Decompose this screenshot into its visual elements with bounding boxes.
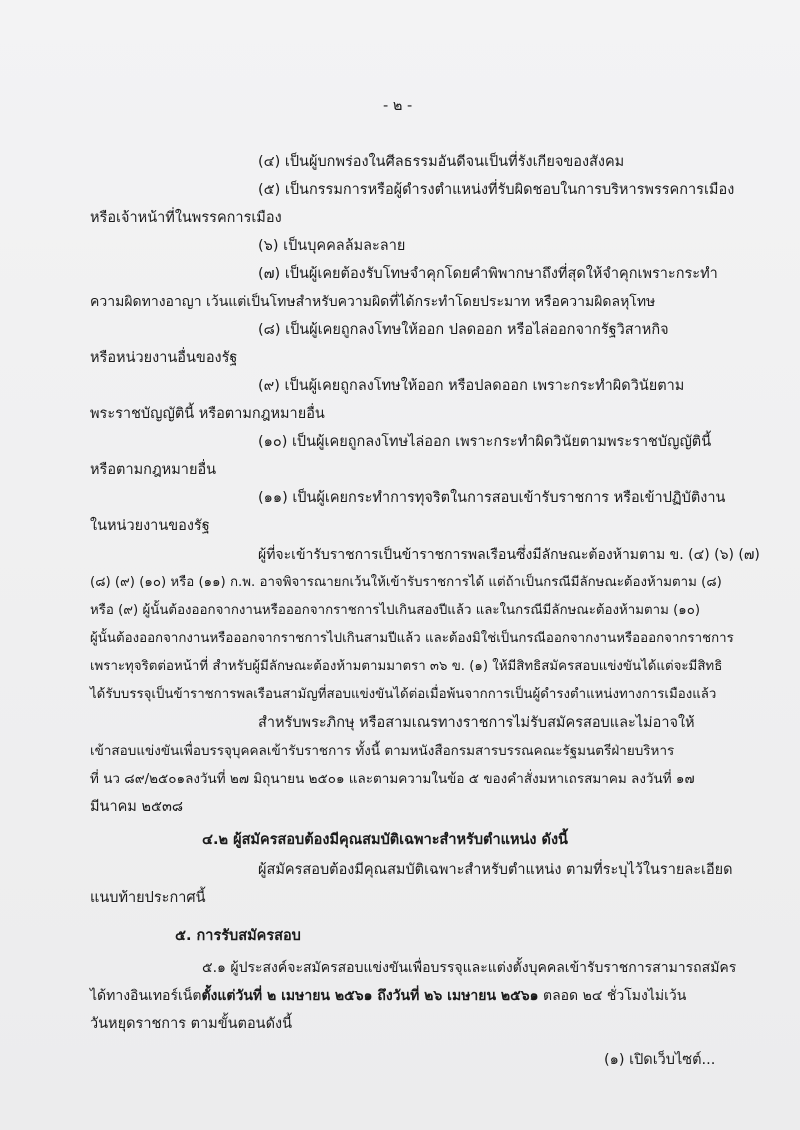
hours-text: ตลอด ๒๔ ชั่วโมงไม่เว้น bbox=[538, 988, 687, 1004]
exemption-paragraph-line-3: หรือ (๙) ผู้นั้นต้องออกจากงานหรือออกจากราชการไปเกินสองปีแล้ว และในกรณีมีลักษณะต้องห้ามตาม (๑๐) bbox=[90, 603, 701, 618]
exemption-paragraph-line-6: ได้รับบรรจุเป็นข้าราชการพลเรือนสามัญที่สอบแข่งขันได้ต่อเมื่อพ้นจากการเป็นผู้ดำรงตำแหน่งทางการเมืองแล้ว bbox=[90, 687, 717, 702]
application-period: ตั้งแต่วันที่ ๒ เมษายน ๒๕๖๑ ถึงวันที่ ๒๖ เมษายน ๒๕๖๑ bbox=[201, 988, 539, 1004]
item-11-cont: ในหน่วยงานของรัฐ bbox=[90, 518, 210, 534]
monk-paragraph-line-3: ที่ นว ๘๙/๒๕๐๑ลงวันที่ ๒๗ มิถุนายน ๒๕๐๑ และตามความในข้อ ๕ ของคำสั่งมหาเถรสมาคม ลงวันที่ ๑๗ bbox=[90, 771, 695, 787]
item-9-cont: พระราชบัญญัตินี้ หรือตามกฎหมายอื่น bbox=[90, 406, 325, 422]
item-7-cont: ความผิดทางอาญา เว้นแต่เป็นโทษสำหรับความผิดที่ได้กระทำโดยประมาท หรือความผิดลหุโทษ bbox=[90, 294, 656, 310]
item-9: (๙) เป็นผู้เคยถูกลงโทษให้ออก หรือปลดออก เพราะกระทำผิดวินัยตาม bbox=[258, 378, 685, 394]
item-6: (๖) เป็นบุคคลล้มละลาย bbox=[258, 238, 406, 254]
item-5-cont: หรือเจ้าหน้าที่ในพรรคการเมือง bbox=[90, 210, 282, 226]
section-5-1-line-3: วันหยุดราชการ ตามขั้นตอนดังนี้ bbox=[90, 1016, 293, 1032]
monk-paragraph-line-2: เข้าสอบแข่งขันเพื่อบรรจุบุคคลเข้ารับราชการ ทั้งนี้ ตามหนังสือกรมสารบรรณคณะรัฐมนตรีฝ่ายบริหาร bbox=[90, 743, 675, 759]
exemption-paragraph-line-1: ผู้ที่จะเข้ารับราชการเป็นข้าราชการพลเรือนซึ่งมีลักษณะต้องห้ามตาม ข. (๔) (๖) (๗) bbox=[258, 547, 760, 563]
item-10-cont: หรือตามกฎหมายอื่น bbox=[90, 462, 217, 478]
exemption-paragraph-line-4: ผู้นั้นต้องออกจากงานหรือออกจากราชการไปเกินสามปีแล้ว และต้องมิใช่เป็นกรณีออกจากงานหรือออกจากราชการ bbox=[90, 631, 734, 646]
item-11: (๑๑) เป็นผู้เคยกระทำการทุจริตในการสอบเข้ารับราชการ หรือเข้าปฏิบัติงาน bbox=[258, 490, 726, 506]
exemption-paragraph-line-5: เพราะทุจริตต่อหน้าที่ สำหรับผู้มีลักษณะต้องห้ามตามมาตรา ๓๖ ข. (๑) ให้มีสิทธิสมัครสอบแข่งขันได้แต่จะมีสิทธิ bbox=[90, 659, 723, 674]
section-4-2-line-2: แนบท้ายประกาศนี้ bbox=[90, 890, 206, 906]
section-5-1-line-1: ๕.๑ ผู้ประสงค์จะสมัครสอบแข่งขันเพื่อบรรจุและแต่งตั้งบุคคลเข้ารับราชการสามารถสมัคร bbox=[202, 960, 737, 976]
section-4-2-line-1: ผู้สมัครสอบต้องมีคุณสมบัติเฉพาะสำหรับตำแหน่ง ตามที่ระบุไว้ในรายละเอียด bbox=[258, 862, 733, 878]
section-5-1-line-2 bbox=[90, 986, 686, 1006]
section-4-2-heading: ๔.๒ ผู้สมัครสอบต้องมีคุณสมบัติเฉพาะสำหรับตำแหน่ง ดังนี้ bbox=[202, 832, 568, 848]
section-5-heading: ๕. การรับสมัครสอบ bbox=[175, 928, 301, 944]
item-5: (๕) เป็นกรรมการหรือผู้ดำรงตำแหน่งที่รับผิดชอบในการบริหารพรรคการเมือง bbox=[258, 182, 735, 198]
item-7: (๗) เป็นผู้เคยต้องรับโทษจำคุกโดยคำพิพากษาถึงที่สุดให้จำคุกเพราะกระทำ bbox=[258, 266, 718, 282]
item-4: (๔) เป็นผู้บกพร่องในศีลธรรมอันดีจนเป็นที่รังเกียจของสังคม bbox=[258, 154, 625, 170]
page-number: - ๒ - bbox=[383, 98, 413, 114]
continuation-note: (๑) เปิดเว็บไซต์... bbox=[604, 1052, 716, 1068]
monk-paragraph-line-4: มีนาคม ๒๕๓๘ bbox=[90, 799, 184, 815]
item-8-cont: หรือหน่วยงานอื่นของรัฐ bbox=[90, 350, 238, 366]
exemption-paragraph-line-2: (๘) (๙) (๑๐) หรือ (๑๑) ก.พ. อาจพิจารณายกเว้นให้เข้ารับราชการได้ แต่ถ้าเป็นกรณีมีลักษณะต้องห้ามตาม (๘) bbox=[90, 575, 722, 590]
internet-text: ได้ทางอินเทอร์เน็ต bbox=[90, 988, 202, 1004]
item-10: (๑๐) เป็นผู้เคยถูกลงโทษไล่ออก เพราะกระทำผิดวินัยตามพระราชบัญญัตินี้ bbox=[258, 434, 712, 450]
monk-paragraph-line-1: สำหรับพระภิกษุ หรือสามเณรทางราชการไม่รับสมัครสอบและไม่อาจให้ bbox=[258, 715, 695, 731]
item-8: (๘) เป็นผู้เคยถูกลงโทษให้ออก ปลดออก หรือไล่ออกจากรัฐวิสาหกิจ bbox=[258, 322, 669, 338]
